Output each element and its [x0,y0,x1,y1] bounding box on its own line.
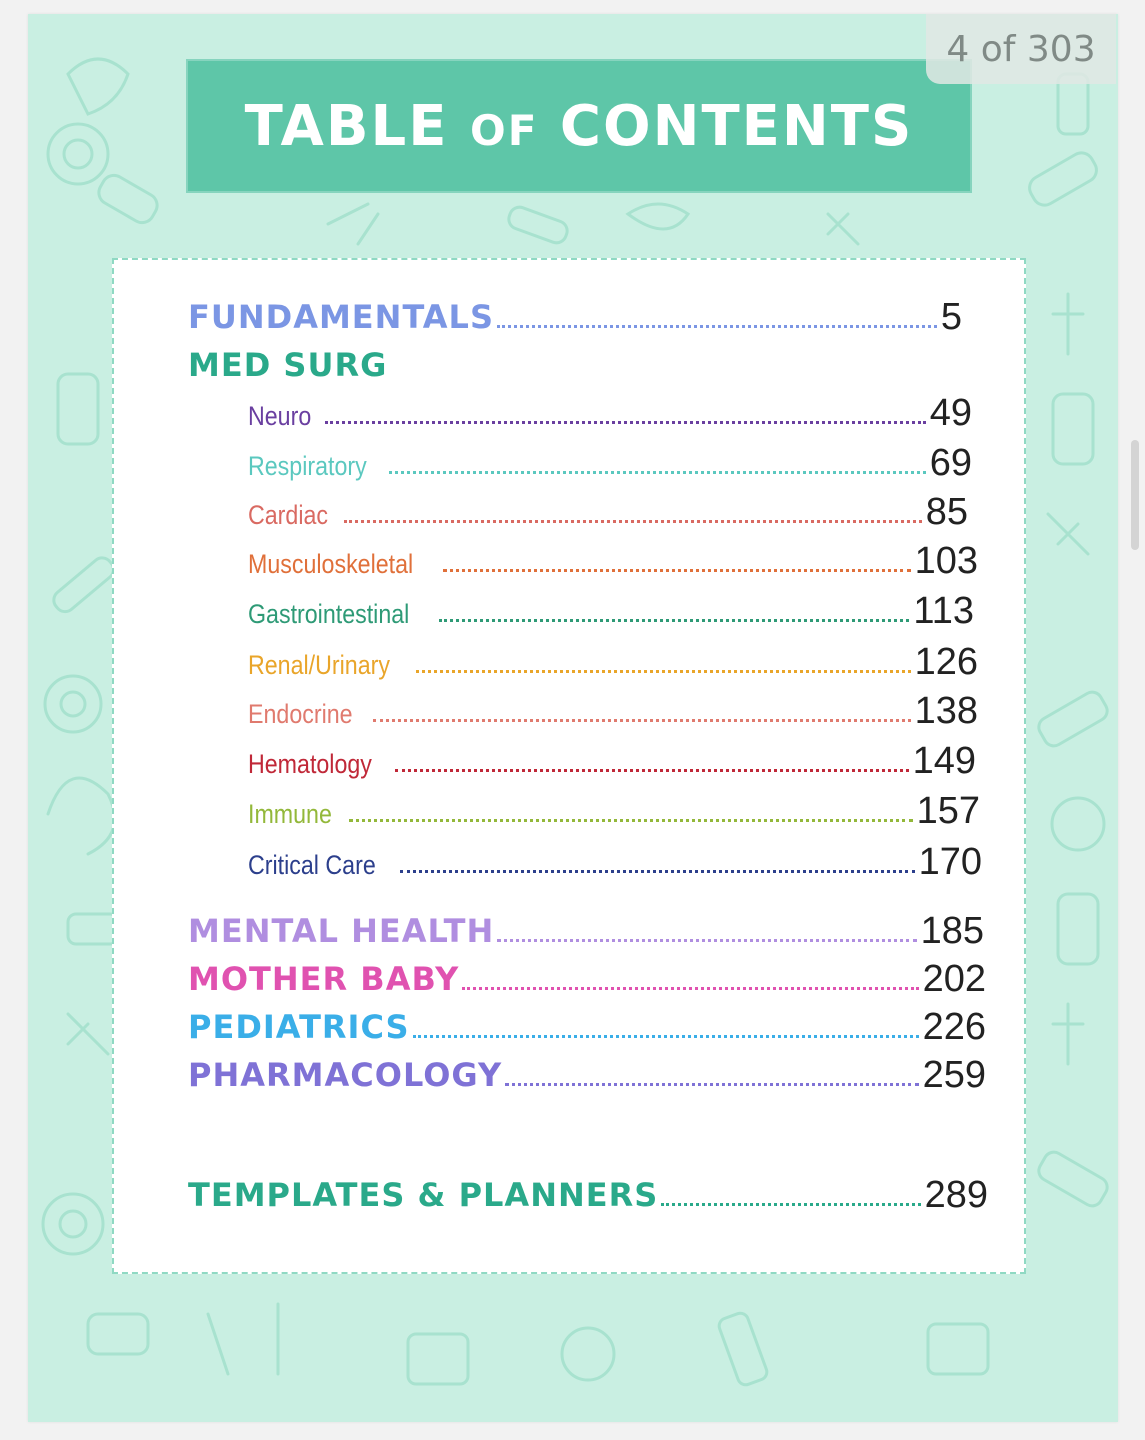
toc-entry-neuro[interactable]: Neuro 49 [248,392,972,434]
toc-entry-musculoskeletal[interactable]: Musculoskeletal 103 [248,540,978,582]
toc-entry-critical-care[interactable]: Critical Care 170 [248,841,982,883]
toc-entry-hematology[interactable]: Hematology 149 [248,740,976,782]
scrollbar[interactable] [1131,440,1139,550]
leader-dots [439,619,910,622]
toc-entry-templates-planners[interactable]: TEMPLATES & PLANNERS 289 [188,1174,988,1216]
toc-entry-pharmacology[interactable]: PHARMACOLOGY 259 [188,1054,986,1096]
toc-entry-mental-health[interactable]: MENTAL HEALTH 185 [188,910,984,952]
toc-entry-immune[interactable]: Immune 157 [248,790,980,832]
page-counter: 4 of 303 [926,14,1116,84]
leader-dots [349,819,913,822]
toc-entry-mother-baby[interactable]: MOTHER BABY 202 [188,958,986,1000]
leader-dots [413,1035,919,1038]
toc-entry-cardiac[interactable]: Cardiac 85 [248,491,968,533]
pdf-page [28,14,1118,1422]
leader-dots [661,1203,920,1206]
toc-entry-pediatrics[interactable]: PEDIATRICS 226 [188,1006,986,1048]
leader-dots [416,670,911,673]
leader-dots [389,471,926,474]
leader-dots [344,520,922,523]
leader-dots [373,719,911,722]
leader-dots [325,421,926,424]
toc-entry-fundamentals[interactable]: FUNDAMENTALS 5 [188,296,962,338]
title-banner [186,59,972,193]
leader-dots [400,870,915,873]
leader-dots [505,1083,918,1086]
toc-entry-respiratory[interactable]: Respiratory 69 [248,442,972,484]
toc-entry-renal-urinary[interactable]: Renal/Urinary 126 [248,641,978,683]
leader-dots [497,939,916,942]
leader-dots [443,569,911,572]
toc-entry-endocrine[interactable]: Endocrine 138 [248,690,978,732]
leader-dots [497,325,937,328]
leader-dots [462,987,918,990]
toc-entry-gastrointestinal[interactable]: Gastrointestinal 113 [248,590,974,632]
leader-dots [395,769,909,772]
page-title: TABLE OF CONTENTS [244,93,914,159]
toc-heading-med-surg[interactable]: MED SURG [188,346,388,384]
contents-box [112,258,1026,1274]
